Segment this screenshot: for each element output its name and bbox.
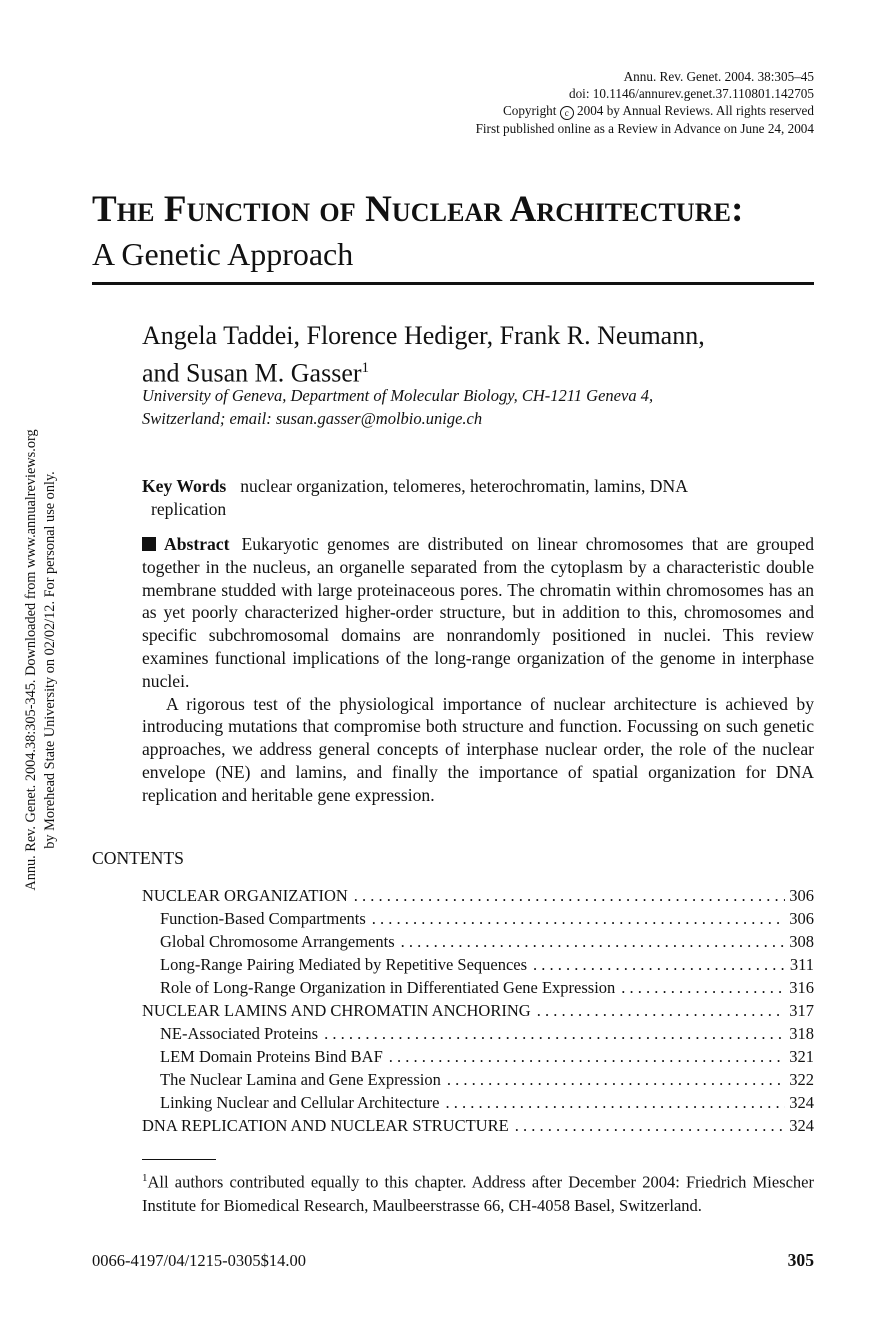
abstract-paragraph-2: A rigorous test of the physiological importance of nuclear architecture is achieved by introducing mutations that compromise both structure and function. Focussing on such genetic approaches, we address general concepts of interphase nuclear order, the role of the nuclear envelope (NE) and lamins, and finally the importance of spatial organization for DNA replication and heritable gene expression. [142, 693, 814, 805]
toc-leader-dots [533, 953, 786, 976]
page-number: 305 [787, 1250, 814, 1270]
footnote-text: All authors contributed equally to this chapter. Address after December 2004: Friedrich Miescher Institute for Biomedical Research, Maulbeerstrasse 66, CH-4058 Basel, Switzerland. [142, 1172, 814, 1215]
toc-entry-title: NUCLEAR ORGANIZATION [142, 886, 348, 905]
authors [142, 320, 814, 390]
toc-entry[interactable] [142, 907, 814, 930]
author-footnote-mark: 1 [361, 360, 370, 376]
table-of-contents [142, 884, 814, 1137]
download-watermark [22, 380, 60, 940]
toc-entry-page: 311 [789, 955, 814, 974]
footnote [142, 1167, 814, 1217]
keywords [142, 475, 814, 521]
copyright-suffix: 2004 by Annual Reviews. All rights reserved [577, 103, 814, 118]
toc-entry-page: 321 [789, 1047, 814, 1066]
toc-entry-title: DNA REPLICATION AND NUCLEAR STRUCTURE [142, 1116, 509, 1135]
toc-leader-dots [447, 1068, 785, 1091]
toc-entry[interactable] [142, 930, 814, 953]
abstract-label: Abstract [164, 534, 230, 554]
title-rule [92, 282, 814, 285]
abstract-paragraph-1 [142, 533, 814, 693]
toc-entry-page: 322 [789, 1070, 814, 1089]
copyright-icon: c [560, 106, 574, 120]
toc-entry[interactable] [142, 884, 814, 907]
toc-entry-page: 324 [789, 1093, 814, 1112]
keywords-text-2: replication [151, 499, 227, 519]
toc-entry-page: 308 [789, 932, 814, 951]
title-line-2: A Genetic Approach [92, 236, 354, 272]
watermark-line-2: by Morehead State University on 02/02/12. For personal use only. [42, 471, 58, 849]
toc-leader-dots [537, 999, 786, 1022]
toc-entry-page: 324 [789, 1116, 814, 1135]
toc-leader-dots [324, 1022, 785, 1045]
copyright-line [476, 102, 814, 120]
toc-entry-title: Long-Range Pairing Mediated by Repetitive Sequences [160, 955, 528, 974]
published-line: First published online as a Review in Advance on June 24, 2004 [475, 121, 814, 136]
abstract-text-1: Eukaryotic genomes are distributed on linear chromosomes that are grouped together in the nucleus, an organelle separated from the cytoplasm by a characteristic double membrane studded with large proteinaceous pores. The chromatin within chromosomes has an as yet poorly characterized higher-order structure, but in addition to this, chromosomes and specific subchromosomal domains are nonrandomly positioned in nuclei. This review examines functional implications of the long-range organization of the genome in interphase nuclei. [142, 534, 814, 691]
keywords-label: Key Words [142, 476, 227, 496]
toc-entry-title: Global Chromosome Arrangements [160, 932, 395, 951]
article-title [92, 188, 814, 274]
contents-heading: CONTENTS [92, 848, 184, 868]
affiliation [142, 384, 814, 430]
toc-entry[interactable] [142, 1114, 814, 1137]
toc-leader-dots [621, 976, 785, 999]
toc-leader-dots [445, 1091, 785, 1114]
authors-line-1: Angela Taddei, Florence Hediger, Frank R. Neumann, [142, 321, 705, 350]
abstract [142, 533, 814, 807]
toc-entry-page: 306 [789, 909, 814, 928]
journal-citation: Annu. Rev. Genet. 2004. 38:305–45 [623, 69, 814, 84]
toc-entry-title: The Nuclear Lamina and Gene Expression [160, 1070, 441, 1089]
toc-entry[interactable] [142, 1068, 814, 1091]
toc-entry-page: 316 [789, 978, 814, 997]
keywords-line-1 [142, 475, 814, 498]
toc-entry-title: Role of Long-Range Organization in Differentiated Gene Expression [160, 978, 616, 997]
toc-entry-page: 318 [789, 1024, 814, 1043]
watermark-line-1: Annu. Rev. Genet. 2004.38:305-345. Downloaded from www.annualreviews.org [23, 429, 39, 891]
issn-code: 0066-4197/04/1215-0305$14.00 [92, 1251, 307, 1270]
title-line-1: The Function of Nuclear Architecture: [92, 189, 744, 230]
toc-entry[interactable] [142, 953, 814, 976]
toc-entry[interactable] [142, 1022, 814, 1045]
authors-line-2-text: and Susan M. Gasser [142, 358, 362, 388]
affiliation-line-2: Switzerland; email: susan.gasser@molbio.unige.ch [142, 409, 483, 428]
toc-entry[interactable] [142, 1091, 814, 1114]
keywords-text-1: nuclear organization, telomeres, heterochromatin, lamins, DNA [240, 476, 688, 496]
toc-entry[interactable] [142, 976, 814, 999]
footnote-mark: 1 [142, 1172, 148, 1184]
toc-leader-dots [515, 1114, 786, 1137]
toc-entry-page: 317 [789, 1001, 814, 1020]
toc-entry-title: NE-Associated Proteins [160, 1024, 319, 1043]
toc-entry-title: LEM Domain Proteins Bind BAF [160, 1047, 383, 1066]
toc-entry-title: NUCLEAR LAMINS AND CHROMATIN ANCHORING [142, 1001, 531, 1020]
footnote-rule [142, 1159, 216, 1160]
toc-leader-dots [389, 1045, 785, 1068]
square-bullet-icon [142, 537, 156, 551]
affiliation-line-1: University of Geneva, Department of Molecular Biology, CH-1211 Geneva 4, [142, 386, 654, 405]
toc-entry[interactable] [142, 1045, 814, 1068]
toc-entry[interactable] [142, 999, 814, 1022]
copyright-prefix: Copyright [502, 103, 557, 118]
toc-leader-dots [401, 930, 786, 953]
toc-entry-title: Function-Based Compartments [160, 909, 366, 928]
doi-line: doi: 10.1146/annurev.genet.37.110801.142705 [568, 86, 814, 101]
toc-leader-dots [354, 884, 785, 907]
toc-entry-title: Linking Nuclear and Cellular Architecture [160, 1093, 440, 1112]
toc-leader-dots [372, 907, 785, 930]
toc-entry-page: 306 [789, 886, 814, 905]
journal-header [476, 68, 814, 137]
